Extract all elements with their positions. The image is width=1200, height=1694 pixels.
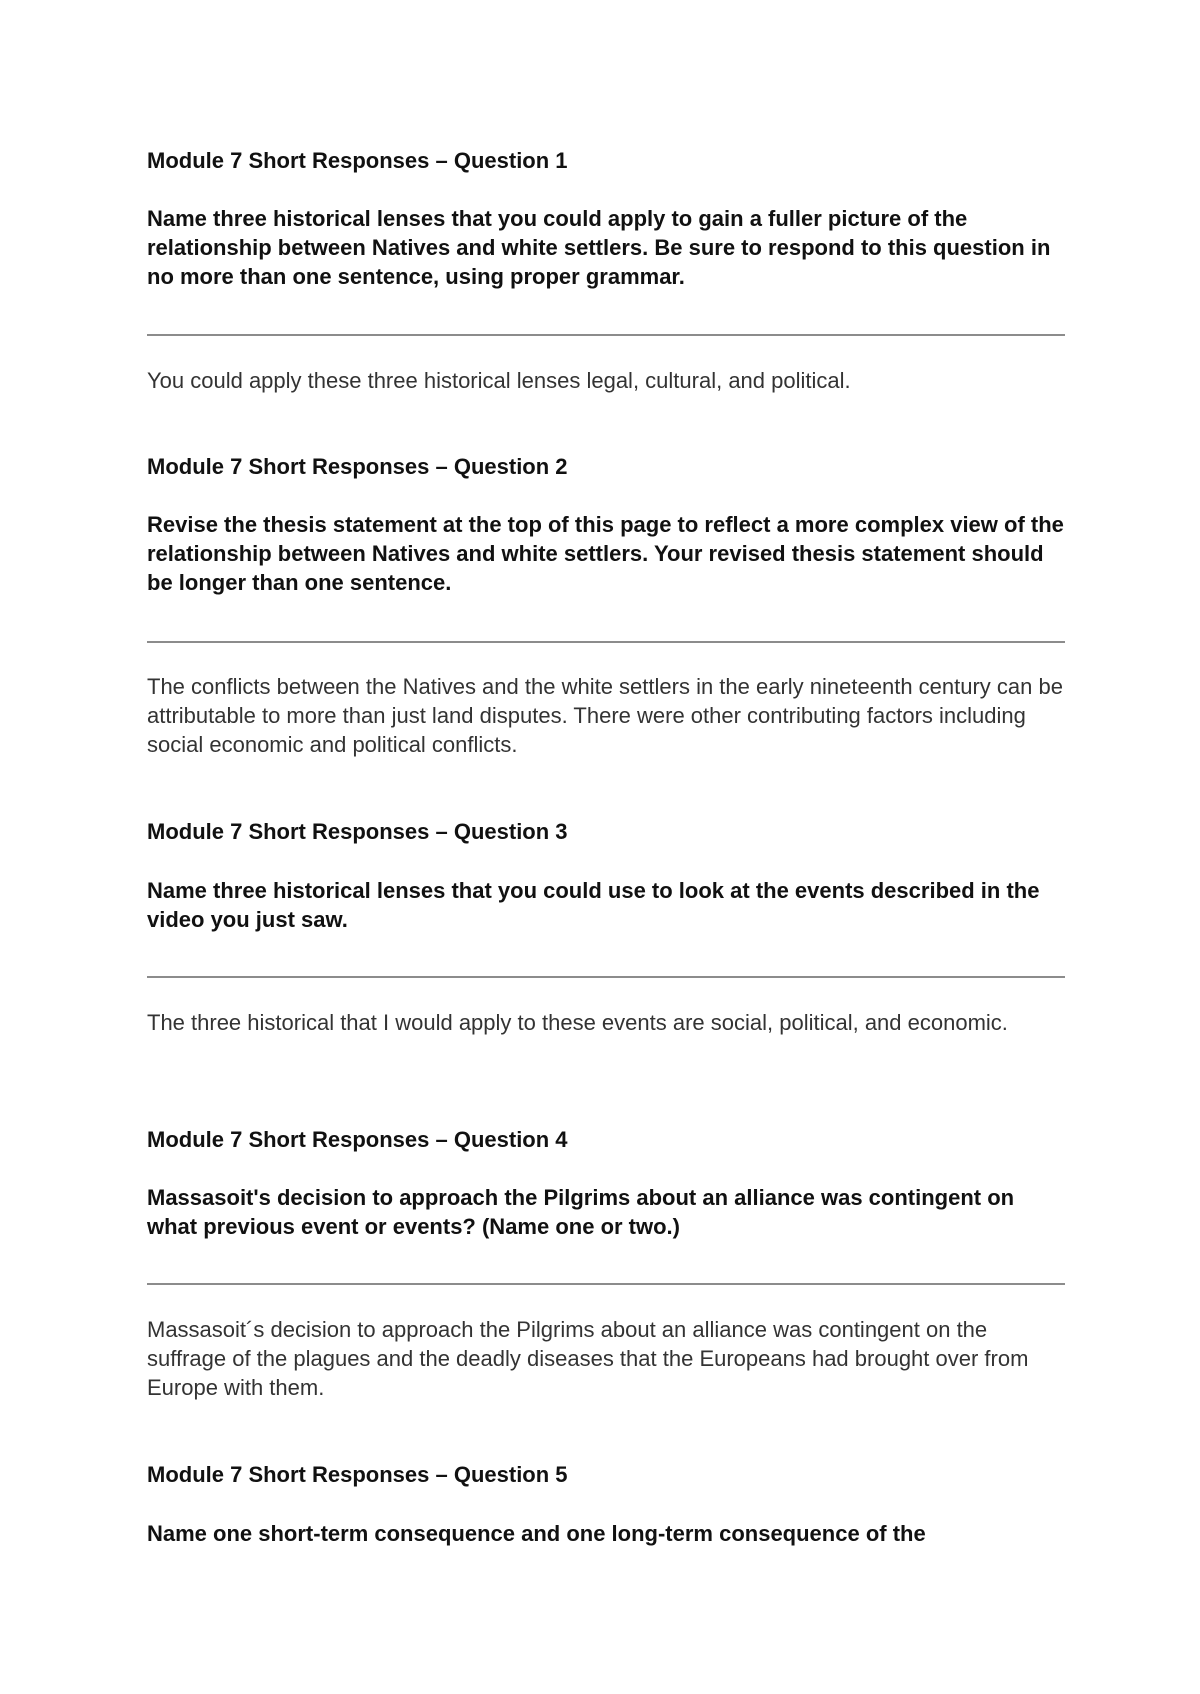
- question-1-answer-divider: [147, 334, 1065, 336]
- question-3-prompt: Name three historical lenses that you could use to look at the events described in the video you just saw.: [147, 878, 1040, 932]
- question-5-heading: Module 7 Short Responses – Question 5: [147, 1462, 568, 1487]
- question-3-heading: Module 7 Short Responses – Question 3: [147, 819, 568, 844]
- question-4-answer-divider: [147, 1283, 1065, 1285]
- question-2-answer-divider: [147, 641, 1065, 643]
- question-4-answer: Massasoit´s decision to approach the Pilgrims about an alliance was contingent on the suffrage of the plagues and the deadly diseases that the Europeans had brought over from Europe with them.: [147, 1317, 1029, 1400]
- question-1-answer: You could apply these three historical lenses legal, cultural, and political.: [147, 368, 851, 393]
- question-4-heading: Module 7 Short Responses – Question 4: [147, 1127, 568, 1152]
- question-2-answer: The conflicts between the Natives and the white settlers in the early nineteenth century can be attributable to more than just land disputes. There were other contributing factors including social economic and political conflicts.: [147, 674, 1063, 757]
- question-3-answer: The three historical that I would apply to these events are social, political, and economic.: [147, 1010, 1008, 1035]
- question-4-prompt: Massasoit's decision to approach the Pilgrims about an alliance was contingent on what previous event or events? (Name one or two.): [147, 1185, 1015, 1239]
- question-2-prompt: Revise the thesis statement at the top of this page to reflect a more complex view of the relationship between Natives and white settlers. Your revised thesis statement should be longer than one sentence.: [147, 512, 1064, 595]
- question-1-heading: Module 7 Short Responses – Question 1: [147, 148, 568, 173]
- question-2-heading: Module 7 Short Responses – Question 2: [147, 454, 568, 479]
- question-1-prompt: Name three historical lenses that you could apply to gain a fuller picture of the relationship between Natives and white settlers. Be sure to respond to this question in no more than one sentence, using proper grammar.: [147, 206, 1051, 289]
- question-3-answer-divider: [147, 976, 1065, 978]
- question-5-prompt: Name one short-term consequence and one long-term consequence of the: [147, 1521, 926, 1546]
